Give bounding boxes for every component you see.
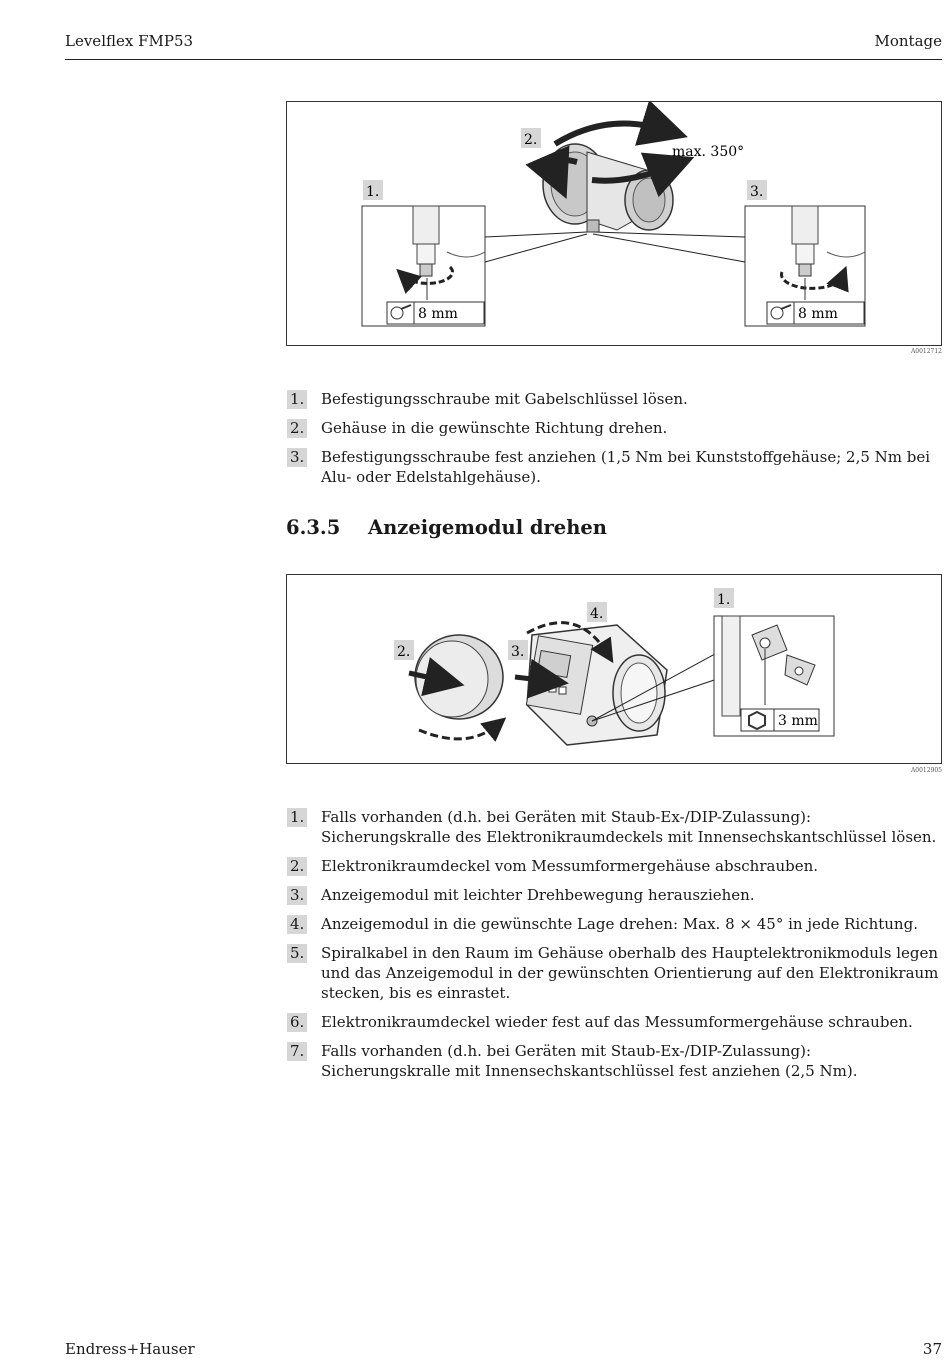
fig2-label-3: 3. — [511, 644, 525, 660]
step-number: 4. — [287, 915, 307, 934]
header-rule — [65, 59, 942, 60]
step-text: Befestigungsschraube fest anziehen (1,5 Nm bei Kunststoffgehäuse; 2,5 Nm bei Alu- oder Edelstahlgehäuse). — [321, 448, 931, 486]
step-text: Anzeigemodul in die gewünschte Lage drehen: Max. 8 × 45° in jede Richtung. — [321, 915, 918, 933]
tool-box-left — [387, 302, 484, 324]
step-number: 1. — [287, 808, 307, 827]
tool-box-allen-key — [741, 709, 819, 731]
step-text: Anzeigemodul mit leichter Drehbewegung herausziehen. — [321, 886, 755, 904]
tool-size-left: 8 mm — [418, 306, 458, 322]
step-text: Gehäuse in die gewünschte Richtung drehen. — [321, 419, 668, 437]
steps-list-2 — [287, 807, 943, 1090]
footer-company: Endress+Hauser — [65, 1340, 195, 1358]
list-item — [287, 1041, 943, 1081]
step-number: 6. — [287, 1013, 307, 1032]
step-number: 2. — [287, 419, 307, 438]
step-number: 2. — [287, 857, 307, 876]
list-item — [287, 389, 943, 409]
step-number: 1. — [287, 390, 307, 409]
header-chapter: Montage — [874, 32, 942, 50]
step-text: Elektronikraumdeckel vom Messumformergehäuse abschrauben. — [321, 857, 819, 875]
fig1-label-3: 3. — [750, 184, 764, 200]
fig2-label-4: 4. — [590, 606, 604, 622]
list-item — [287, 856, 943, 876]
step-number: 3. — [287, 448, 307, 467]
tool-box-right — [767, 302, 864, 324]
section-number: 6.3.5 — [286, 516, 341, 539]
list-item — [287, 943, 943, 1003]
figure-display-rotation — [286, 574, 942, 764]
step-text: Befestigungsschraube mit Gabelschlüssel lösen. — [321, 390, 688, 408]
step-text: Falls vorhanden (d.h. bei Geräten mit Staub-Ex-/DIP-Zulassung): Sicherungskralle des Elektronikraumdeckels mit Innensechskantschlüssel lösen. — [321, 808, 937, 846]
display-rotation-illustration — [287, 575, 941, 763]
fig2-label-2: 2. — [397, 644, 411, 660]
section-heading — [286, 516, 607, 539]
list-item — [287, 1012, 943, 1032]
housing-rotation-illustration — [287, 102, 941, 345]
tool-size-right: 8 mm — [798, 306, 838, 322]
header-product-name: Levelflex FMP53 — [65, 32, 194, 50]
step-number: 7. — [287, 1042, 307, 1061]
figure1-id: A0012712 — [910, 348, 942, 355]
fig1-label-1: 1. — [366, 184, 380, 200]
figure-housing-rotation — [286, 101, 942, 346]
electronics-cover — [409, 635, 503, 739]
list-item — [287, 447, 943, 487]
list-item — [287, 807, 943, 847]
housing-illustration — [543, 124, 673, 232]
figure2-id: A0012905 — [910, 767, 942, 774]
step-text: Elektronikraumdeckel wieder fest auf das Messumformergehäuse schrauben. — [321, 1013, 913, 1031]
step-text: Spiralkabel in den Raum im Gehäuse oberhalb des Hauptelektronikmoduls legen und das Anzeigemodul in der gewünschten Orientierung auf den Elektronikraum stecken, bis es einrastet. — [321, 944, 939, 1002]
step-text: Falls vorhanden (d.h. bei Geräten mit Staub-Ex-/DIP-Zulassung): Sicherungskralle mit Innensechskantschlüssel fest anziehen (2,5 Nm). — [321, 1042, 858, 1080]
list-item — [287, 885, 943, 905]
list-item — [287, 418, 943, 438]
fig2-label-1: 1. — [717, 592, 731, 608]
list-item — [287, 914, 943, 934]
fig1-label-2: 2. — [524, 132, 538, 148]
page-number: 37 — [922, 1340, 942, 1358]
step-number: 5. — [287, 944, 307, 963]
angle-label: max. 350° — [672, 144, 745, 160]
section-title: Anzeigemodul drehen — [368, 516, 607, 539]
tool-size: 3 mm — [778, 713, 818, 729]
steps-list-1 — [287, 389, 943, 496]
step-number: 3. — [287, 886, 307, 905]
